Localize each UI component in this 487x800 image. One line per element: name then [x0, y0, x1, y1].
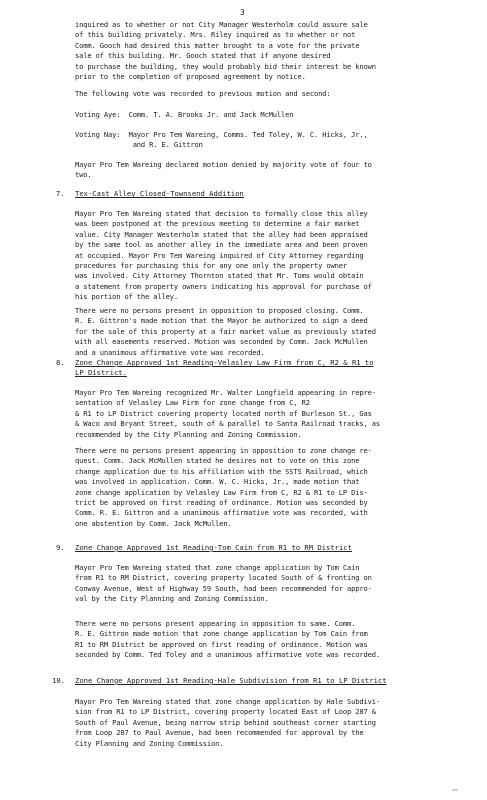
- item-paragraph: Mayor Pro Tem Wareing stated that decision to formally close this alley was been postponed at the previous meeting to determine a fair market value. City Manager Westerholm stated that the alley had been appraised by the same tool as another alley in the immediate area and been proven at occupied. Mayor Pro Tem Wareing inquired of City Attorney regarding procedures for purchasing this for any one only the property owner was involved. City Attorney Thornton stated that Mr. Toms would obtain a statement from property owners indicating his approval for purchase of his portion of the alley.: [75, 209, 372, 302]
- item-number: 8.: [56, 358, 65, 367]
- item-heading: Tex-Cast Alley Closed-Townsend Addition: [75, 189, 244, 198]
- item-paragraph: There were no persons present in opposition to proposed closing. Comm. R. E. Gittron's made motion that the Mayor be authorized to sign a deed for the sale of this property at a fair market value as previously stated with all easements reserved. Motion was seconded by Comm. Jack McMullen and a unanimous affirmative vote was recorded.: [75, 306, 376, 357]
- voting-aye: Voting Aye: Comm. T. A. Brooks Jr. and Jack McMullen: [75, 110, 294, 119]
- item-paragraph: Mayor Pro Tem Wareing stated that zone change application by Tom Cain from R1 to RM District, covering property located South of & fronting on Conway Avenue, West of Highway 59 South, had been recommended for appro- val by the City Planning and Zoning Commission.: [75, 563, 372, 604]
- page-number: 3: [240, 8, 245, 17]
- vote-intro: The following vote was recorded to previous motion and second:: [75, 89, 331, 98]
- item-number: 9.: [56, 543, 65, 552]
- mayor-declaration: Mayor Pro Tem Wareing declared motion denied by majority vote of four to two.: [75, 160, 372, 180]
- item-number: 7.: [56, 189, 65, 198]
- item-paragraph: Mayor Pro Tem Wareing stated that zone change application by Hale Subdivi- sion from R1 to LP District, covering property located East of Loop 287 & South of Paul Avenue, being narrow strip behind southeast corner starting from Loop 287 to Paul Avenue, had been recommended for approval by the City Planning and Zoning Commission.: [75, 697, 380, 748]
- item-number: 10.: [52, 676, 65, 685]
- item-heading: Zone Change Approved 1st Reading-Tom Cain from R1 to RM District: [75, 543, 352, 552]
- corner-mark: ~~: [452, 788, 459, 794]
- voting-nay: Voting Nay: Mayor Pro Tem Wareing, Comms. Ted Toley, W. C. Hicks, Jr., and R. E. Gittron: [75, 130, 368, 150]
- item-paragraph: There were no persons present appearing in opposition to same. Comm. R. E. Gittron made motion that zone change application by Tom Cain from R1 to RM District be approved on first reading of ordinance. Motion was seconded by Comm. Ted Toley and a unanimous affirmative vote was recorded.: [75, 619, 380, 660]
- item-paragraph: There were no persons present appearing in opposition to zone change re- quest. Comm. Jack McMullen stated he desires not to vote on this zone change application due to his affiliation with the SSTS Railroad, which was involved in application. Comm. W. C. Hicks, Jr., made motion that zone change application by Velasley Law Firm from C, R2 & R1 to LP Dis- trict be approved on first reading of ordinance. Motion was seconded by Comm. R. E. Gittron and a unanimous affirmative vote was recorded, with one abstention by Comm. Jack McMullen.: [75, 446, 372, 528]
- opening-paragraph: inquired as to whether or not City Manager Westerholm could assure sale of this building privately. Mrs. Riley inquired as to whether or not Comm. Gooch had desired this matter brought to a vote for the private sale of this building. Mr. Gooch stated that if anyone desired to purchase the building, they would probably bid their interest be known prior to the completion of proposed agreement by notice.: [75, 20, 376, 82]
- item-paragraph: Mayor Pro Tem Wareing recognized Mr. Walter Longfield appearing in repre- sentation of Velasley Law Firm for zone change from C, R2 & R1 to LP District covering property located north of Burleson St., Gas & Waco and Bryant Street, south of & parallel to Santa Railroad tracks, as recommended by the City Planning and Zoning Commission.: [75, 388, 380, 439]
- item-heading: Zone Change Approved 1st Reading-Velasley Law Firm from C, R2 & R1 to LP District.: [75, 358, 374, 378]
- item-heading: Zone Change Approved 1st Reading-Hale Subdivision from R1 to LP District: [75, 676, 387, 685]
